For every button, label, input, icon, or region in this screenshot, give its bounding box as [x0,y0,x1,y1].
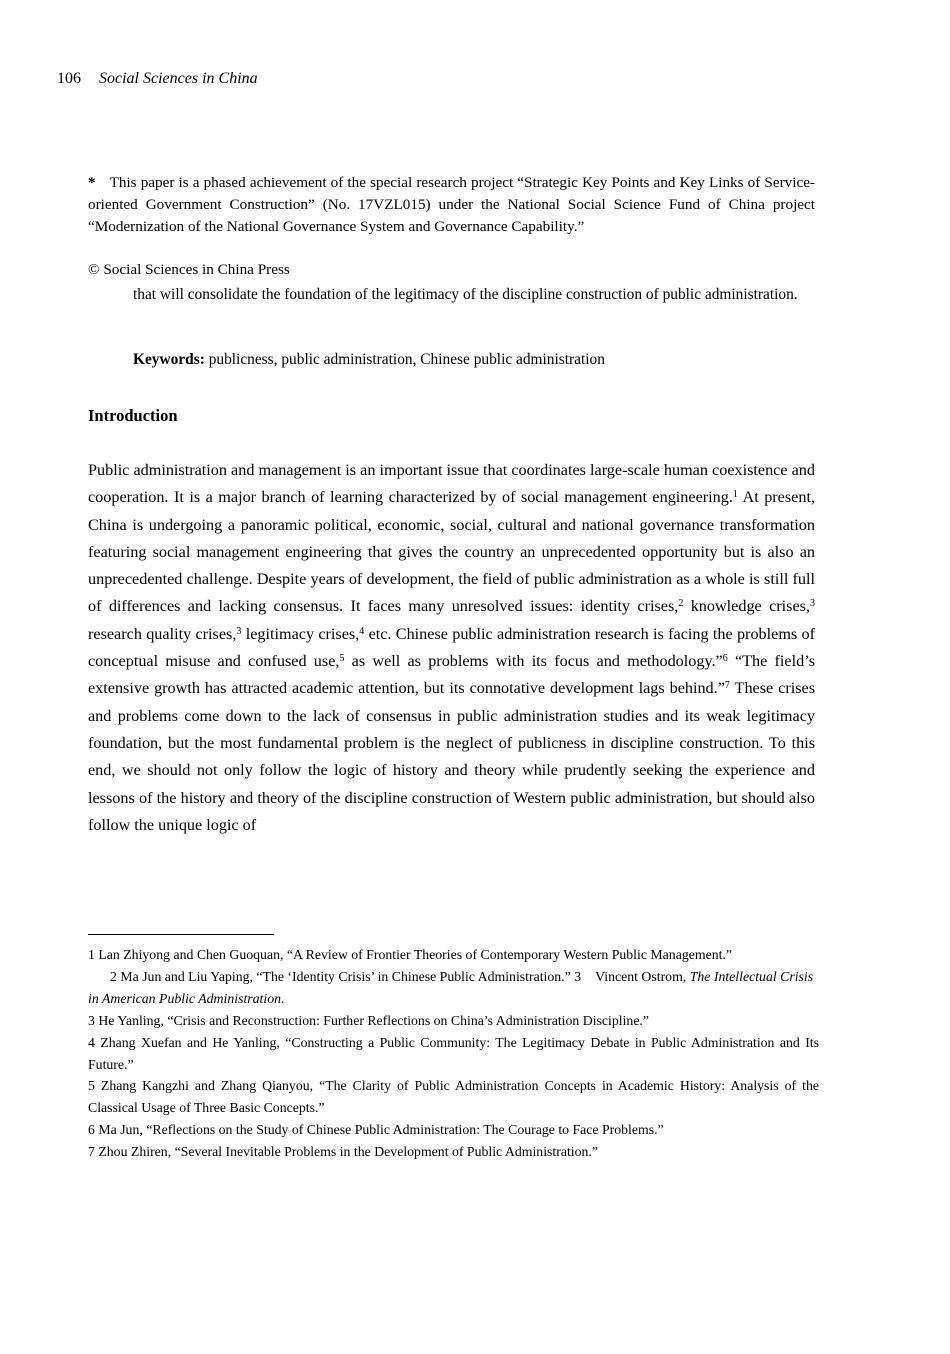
copyright-line: © Social Sciences in China Press [88,261,290,278]
body-text-a: Public administration and management is an important issue that coordinates large-scale human coexistence and cooperation. It is a major branch of learning characterized by of social management engineering. [88,461,815,507]
footnote-ref-5[interactable]: 5 [339,652,345,664]
body-text-e: legitimacy crises, [241,624,360,643]
footnote-item: 3 He Yanling, “Crisis and Reconstruction: Further Reflections on China’s Administration Discipline.” [88,1012,650,1028]
body-text-f: etc. Chinese public administration research is facing the problems of conceptual misuse and confused use, [88,624,816,671]
page-title: Introduction [88,406,178,425]
footnote-item: 5 Zhang Kangzhi and Zhang Qianyou, “The Clarity of Public Administration Concepts in Academic History: Analysis of the Classical Usage of Three Basic Concepts.” [88,1078,819,1116]
footnote-ref-1[interactable]: 1 [732,489,738,501]
footnotes-section [88,944,819,1163]
footnote-2-italic-title: The Intellectual Crisis in American Public Administration [88,968,814,1006]
footnote-separator-rule [88,934,274,935]
body-text-d: research quality crises, [88,624,237,643]
footnote-item [88,966,819,1010]
keywords-label: Keywords: [133,351,205,368]
page-number: 106 [57,70,81,87]
body-text-b: At present, China is undergoing a panoramic political, economic, social, cultural and national governance transformation featuring social management engineering that gives the country an unprecedented opportunity but is also an unprecedented challenge. Despite years of development, the field of public administration as a whole is still full of differences and lacking consensus. It faces many unresolved issues: identity crises, [88,488,815,616]
keywords-line [133,347,815,373]
footnote-item: 7 Zhou Zhiren, “Several Inevitable Problems in the Development of Public Administration.” [88,1144,598,1160]
running-head [57,68,258,90]
star-footnote [88,172,815,239]
body-text-i: These crises and problems come down to the lack of consensus in public administration studies and its weak legitimacy foundation, but the most fundamental problem is the neglect of publicness in discipline construction. To this end, we should not only follow the logic of history and theory while prudently seeking the experience and lessons of the history and theory of the discipline construction of Western public administration, but should also follow the unique logic of [88,679,816,834]
footnote-ref-3[interactable]: 3 [809,598,815,610]
footnote-ref-6[interactable]: 6 [722,652,728,664]
footnote-ref-3b[interactable]: 3 [236,625,242,637]
footnote-item: 6 Ma Jun, “Reflections on the Study of Chinese Public Administration: The Courage to Face Problems.” [88,1122,664,1138]
footnote-2-text-part2: Vincent Ostrom, [595,968,690,984]
body-text-g: as well as problems with its focus and methodology.” [344,652,723,671]
footnote-item: 1 Lan Zhiyong and Chen Guoquan, “A Review of Frontier Theories of Contemporary Western Public Management.” [88,947,732,962]
keywords-value: publicness, public administration, Chinese public administration [208,351,605,368]
footnote-ref-7[interactable]: 7 [724,680,730,692]
body-paragraph [88,457,815,839]
asterisk-marker: * [88,174,96,191]
footnote-2-text-part3: . [281,990,285,1006]
footnote-ref-2[interactable]: 2 [678,598,684,610]
journal-title: Social Sciences in China [99,70,258,87]
footnote-ref-4[interactable]: 4 [359,625,365,637]
footnote-item: 4 Zhang Xuefan and He Yanling, “Constructing a Public Community: The Legitimacy Debate in Public Administration and Its Future.” [88,1034,819,1072]
abstract-tail: that will consolidate the foundation of the legitimacy of the discipline construction of public administration. [133,286,798,303]
body-text-h: “The field’s extensive growth has attracted academic attention, but its connotative development lags behind.” [88,652,816,698]
star-footnote-text: This paper is a phased achievement of the special research project “Strategic Key Points and Key Links of Service-oriented Government Construction” (No. 17VZL015) under the National Social Science Fund of China project “Modernization of the National Governance System and Governance Capability.” [88,174,815,236]
body-text-c: knowledge crises, [683,597,810,616]
footnote-2-text-part1: 2 Ma Jun and Liu Yaping, “The ‘Identity Crisis’ in Chinese Public Administration.” 3 [110,968,582,984]
